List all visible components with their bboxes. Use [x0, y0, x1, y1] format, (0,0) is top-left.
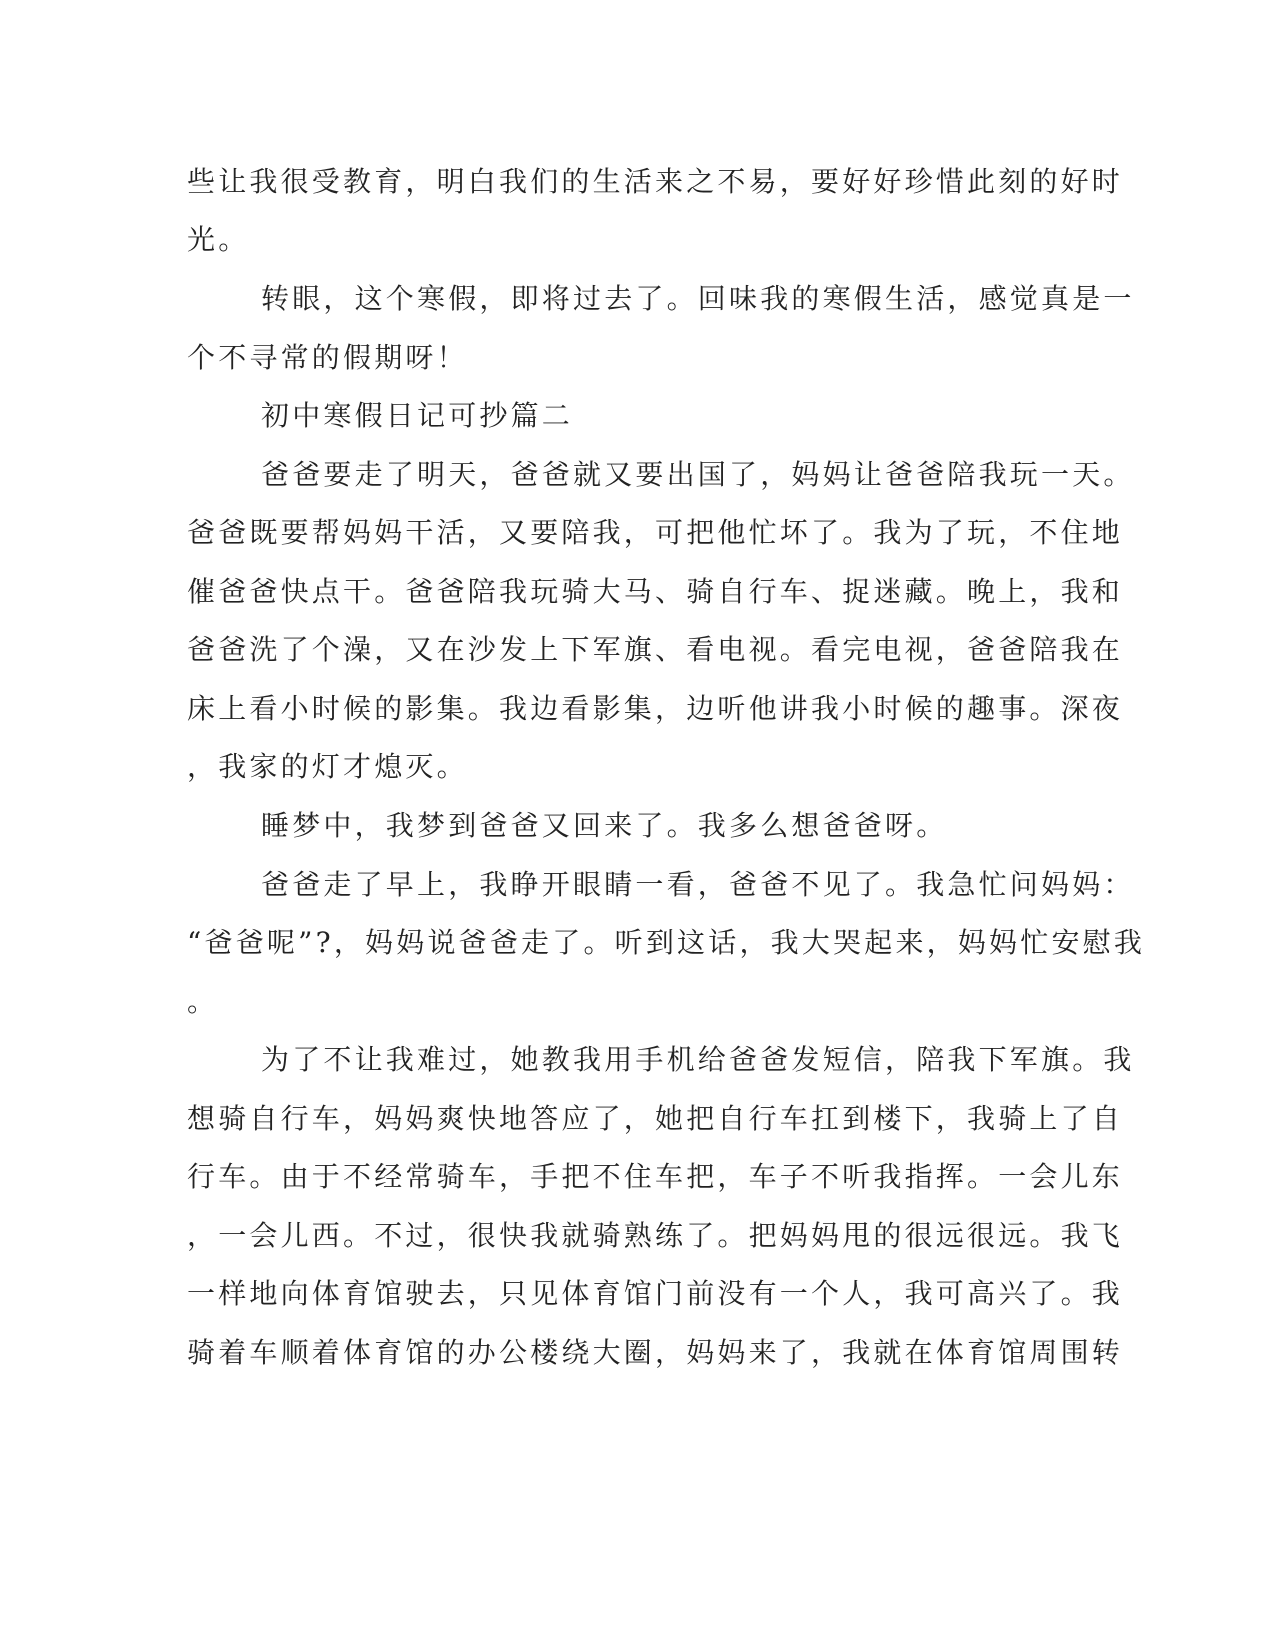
paragraph-start-line: 睡梦中，我梦到爸爸又回来了。我多么想爸爸呀。 [261, 809, 948, 842]
text-line-10: 床上看小时候的影集。我边看影集，边听他讲我小时候的趣事。深夜 [187, 692, 1124, 725]
text-line-17: 想骑自行车，妈妈爽快地答应了，她把自行车扛到楼下，我骑上了自 [187, 1102, 1124, 1135]
section-heading: 初中寒假日记可抄篇二 [261, 399, 574, 432]
text-line-15: 。 [187, 985, 219, 1018]
text-line-8: 催爸爸快点干。爸爸陪我玩骑大马、骑自行车、捉迷藏。晚上，我和 [187, 575, 1124, 608]
paragraph-start-line: 为了不让我难过，她教我用手机给爸爸发短信，陪我下军旗。我 [261, 1043, 1135, 1076]
text-line-4: 个不寻常的假期呀！ [187, 341, 468, 374]
text-line-7: 爸爸既要帮妈妈干活，又要陪我，可把他忙坏了。我为了玩，不住地 [187, 516, 1124, 549]
text-line-20: 一样地向体育馆驶去，只见体育馆门前没有一个人，我可高兴了。我 [187, 1277, 1124, 1310]
paragraph-start-line: 转眼，这个寒假，即将过去了。回味我的寒假生活，感觉真是一 [261, 282, 1135, 315]
text-line-18: 行车。由于不经常骑车，手把不住车把，车子不听我指挥。一会儿东 [187, 1160, 1124, 1193]
text-line-21: 骑着车顺着体育馆的办公楼绕大圈，妈妈来了，我就在体育馆周围转 [187, 1336, 1124, 1369]
text-line-9: 爸爸洗了个澡，又在沙发上下军旗、看电视。看完电视，爸爸陪我在 [187, 633, 1124, 666]
text-line-2: 光。 [187, 223, 250, 256]
paragraph-start-line: 爸爸走了早上，我睁开眼睛一看，爸爸不见了。我急忙问妈妈： [261, 868, 1135, 901]
text-line-19: ，一会儿西。不过，很快我就骑熟练了。把妈妈甩的很远很远。我飞 [187, 1219, 1124, 1252]
text-line-14: “爸爸呢”?，妈妈说爸爸走了。听到这话，我大哭起来，妈妈忙安慰我 [187, 926, 1146, 959]
text-line-1: 些让我很受教育，明白我们的生活来之不易，要好好珍惜此刻的好时 [187, 165, 1124, 198]
paragraph-start-line: 爸爸要走了明天，爸爸就又要出国了，妈妈让爸爸陪我玩一天。 [261, 458, 1135, 491]
text-line-11: ，我家的灯才熄灭。 [187, 750, 468, 783]
